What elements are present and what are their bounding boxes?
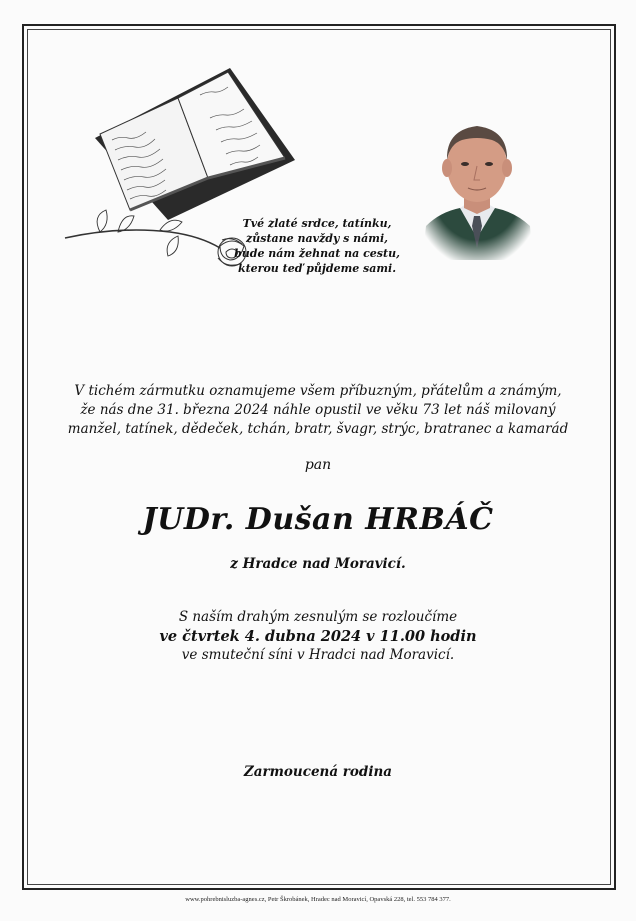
funeral-date-time: ve čtvrtek 4. dubna 2024 v 11.00 hodin — [159, 628, 477, 645]
announcement-line: V tichém zármutku oznamujeme všem příbuzným, přátelům a známým, — [74, 383, 562, 399]
deceased-portrait-photo — [420, 108, 535, 260]
verse-line: bude nám žehnat na cestu, — [234, 247, 400, 260]
verse-line: Tvé zlaté srdce, tatínku, — [242, 217, 392, 230]
verse-line: kterou teď půjdeme sami. — [237, 262, 397, 275]
verse-line: zůstane navždy s námi, — [246, 232, 388, 245]
announcement-line: že nás dne 31. března 2024 náhle opustil ve věku 73 let náš milovaný — [80, 402, 556, 418]
honorific: pan — [304, 457, 332, 473]
funeral-intro: S naším drahým zesnulým se rozloučíme — [178, 609, 458, 625]
family-signature: Zarmoucená rodina — [243, 764, 393, 780]
announcement-line: manžel, tatínek, dědeček, tchán, bratr, švagr, strýc, bratranec a kamarád — [67, 421, 569, 437]
funeral-service-footer: www.pohrebnisluzba-agnes.cz, Petr Škrobánek, Hradec nad Moravicí, Opavská 228, tel. 553 784 377. — [185, 896, 451, 903]
memorial-verse — [232, 216, 402, 276]
funeral-venue: ve smuteční síni v Hradci nad Moravicí. — [181, 647, 455, 663]
deceased-name: JUDr. Dušan HRBÁČ — [142, 502, 494, 537]
funeral-details — [0, 608, 636, 665]
death-announcement-text — [40, 382, 596, 439]
deceased-origin: z Hradce nad Moravicí. — [230, 556, 406, 572]
